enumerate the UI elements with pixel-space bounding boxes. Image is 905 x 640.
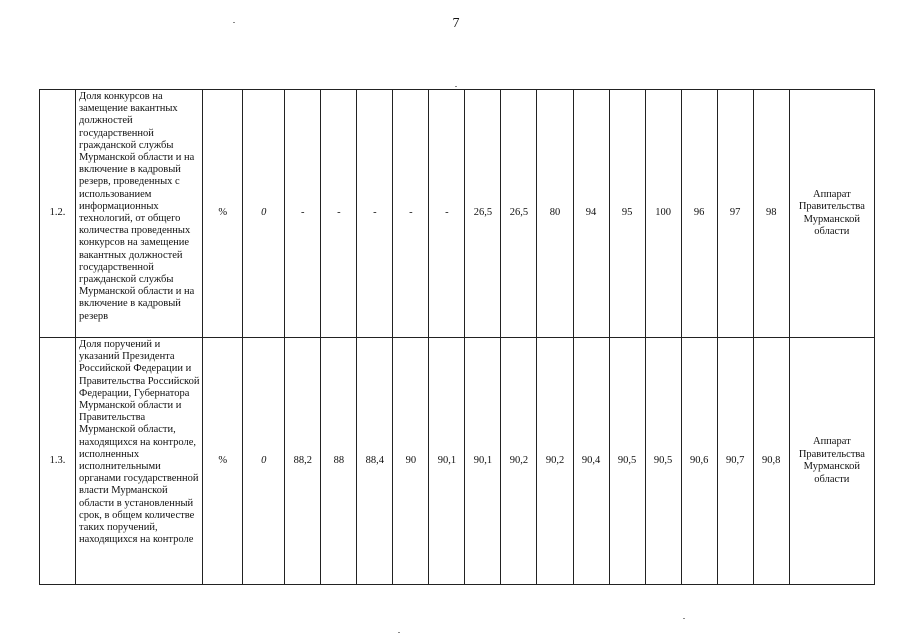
value-cell: 95 [609, 90, 645, 338]
value-cell: 90,1 [429, 338, 465, 585]
table-row [40, 338, 875, 585]
unit-cell: % [203, 338, 243, 585]
value-cell: 90,1 [465, 338, 501, 585]
value-cell: 26,5 [465, 90, 501, 338]
value-cell: 88 [321, 338, 357, 585]
value-cell: 88,2 [285, 338, 321, 585]
value-cell: 80 [537, 90, 573, 338]
value-cell: 90,5 [609, 338, 645, 585]
value-cell: 98 [753, 90, 789, 338]
value-cell: 90,7 [717, 338, 753, 585]
indicator-description: Доля поручений и указаний Президента Российской Федерации и Правительства Российской Федерации, Губернатора Мурманской области и Правительства Мурманской области, находящихся на контроле, исполненных исполнительными органами государственной власти Мурманской области в установленный срок, в общем количестве таких поручений, находящихся на контроле [76, 338, 203, 585]
value-cell: 90 [393, 338, 429, 585]
value-cell: 26,5 [501, 90, 537, 338]
value-cell: 88,4 [357, 338, 393, 585]
value-cell: 90,5 [645, 338, 681, 585]
value-cell: 96 [681, 90, 717, 338]
value-cell: 97 [717, 90, 753, 338]
indicator-description: Доля конкурсов на замещение вакантных должностей государственной гражданской службы Мурманской области и на включение в кадровый резерв, проведенных с использованием информационных технологий, от общего количества проведенных конкурсов на замещение вакантных должностей государственной гражданской службы Мурманской области и на включение в кадровый резерв [76, 90, 203, 338]
value-cell: - [321, 90, 357, 338]
mark-cell: 0 [243, 90, 285, 338]
scan-speck [683, 618, 685, 619]
value-cell: 94 [573, 90, 609, 338]
value-cell: - [357, 90, 393, 338]
value-cell: - [429, 90, 465, 338]
row-number: 1.3. [40, 338, 76, 585]
scan-speck [398, 632, 400, 633]
value-cell: 90,2 [537, 338, 573, 585]
value-cell: 90,2 [501, 338, 537, 585]
value-cell: 90,8 [753, 338, 789, 585]
value-cell: - [285, 90, 321, 338]
value-cell: 90,6 [681, 338, 717, 585]
scan-speck [233, 22, 235, 23]
mark-cell: 0 [243, 338, 285, 585]
table-row [40, 90, 875, 338]
responsible-cell: Аппарат Правительства Мурманской области [789, 338, 874, 585]
row-number: 1.2. [40, 90, 76, 338]
value-cell: 90,4 [573, 338, 609, 585]
scan-speck [455, 86, 457, 87]
page-number: 7 [452, 16, 460, 31]
indicators-table [39, 89, 875, 585]
unit-cell: % [203, 90, 243, 338]
responsible-cell: Аппарат Правительства Мурманской области [789, 90, 874, 338]
value-cell: 100 [645, 90, 681, 338]
value-cell: - [393, 90, 429, 338]
